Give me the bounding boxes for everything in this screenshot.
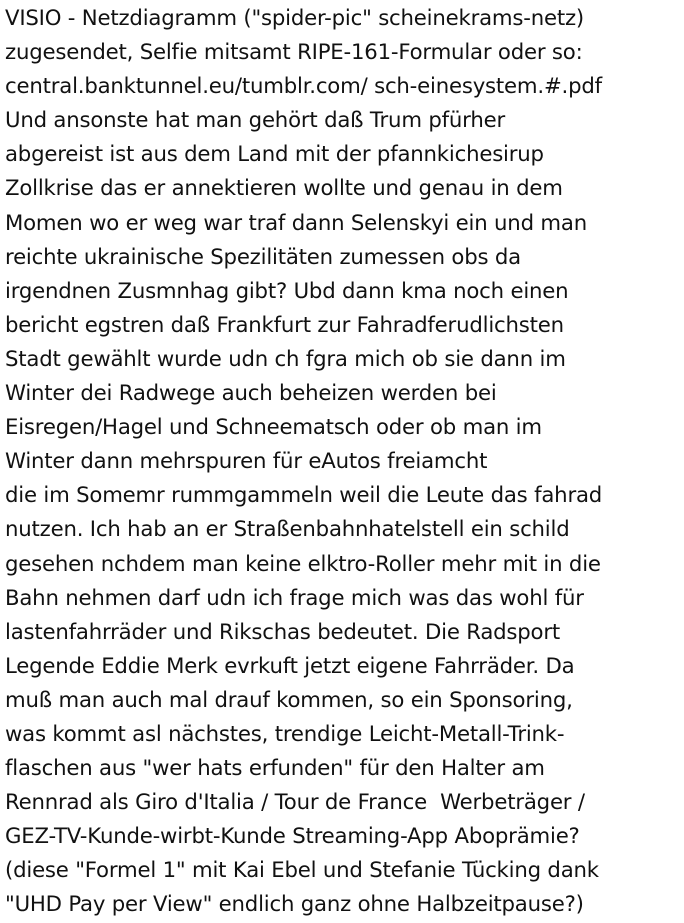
text-line: zugesendet, Selfie mitsamt RIPE-161-Formular oder so: (5, 40, 583, 66)
text-line: Winter dann mehrspuren für eAutos freiamcht (5, 449, 488, 475)
text-line: VISIO - Netzdiagramm ("spider-pic" scheinekrams-netz) (5, 6, 585, 31)
text-line: lastenfahrräder und Rikschas bedeutet. Die Radsport (5, 619, 560, 645)
text-line: irgendnen Zusmnhag gibt? Ubd dann kma noch einen (5, 278, 569, 304)
text-line: was kommt asl nächstes, trendige Leicht-Metall-Trink- (5, 721, 565, 747)
text-line: Bahn nehmen darf udn ich frage mich was das wohl für (5, 585, 584, 611)
text-line: GEZ-TV-Kunde-wirbt-Kunde Streaming-App Aboprämie? (5, 824, 580, 850)
text-line: Zollkrise das er annektieren wollte und genau in dem (5, 176, 563, 202)
text-line: bericht egstren daß Frankfurt zur Fahradferudlichsten (5, 312, 564, 338)
text-line: Eisregen/Hagel und Schneematsch oder ob man im (5, 415, 542, 441)
text-line: nutzen. Ich hab an er Straßenbahnhatelstell ein schild (5, 517, 570, 543)
text-line: "UHD Pay per View" endlich ganz ohne Halbzeitpause?) (5, 892, 584, 918)
text-line: abgereist ist aus dem Land mit der pfannkichesirup (5, 142, 544, 168)
text-line: muß man auch mal drauf kommen, so ein Sponsoring, (5, 687, 573, 713)
text-line: (diese "Formel 1" mit Kai Ebel und Stefanie Tücking dank (5, 858, 599, 884)
text-line: flaschen aus "wer hats erfunden" für den Halter am (5, 756, 545, 782)
text-line: Legende Eddie Merk evrkuft jetzt eigene Fahrräder. Da (5, 653, 575, 679)
text-line: reichte ukrainische Spezilitäten zumessen obs da (5, 244, 521, 270)
document-text-block (5, 2, 683, 923)
text-line: Stadt gewählt wurde udn ch fgra mich ob sie dann im (5, 346, 566, 372)
text-line: Rennrad als Giro d'Italia / Tour de France Werbeträger / (5, 790, 585, 816)
text-line: gesehen nchdem man keine elktro-Roller mehr mit in die (5, 551, 601, 577)
text-line: die im Somemr rummgammeln weil die Leute das fahrad (5, 483, 603, 509)
text-line: Und ansonste hat man gehört daß Trum pfürher (5, 108, 505, 134)
text-line: central.banktunnel.eu/tumblr.com/ sch-einesystem.#.pdf (5, 74, 602, 100)
text-line: Winter dei Radwege auch beheizen werden bei (5, 381, 497, 407)
text-line: Momen wo er weg war traf dann Selenskyi ein und man (5, 210, 587, 236)
